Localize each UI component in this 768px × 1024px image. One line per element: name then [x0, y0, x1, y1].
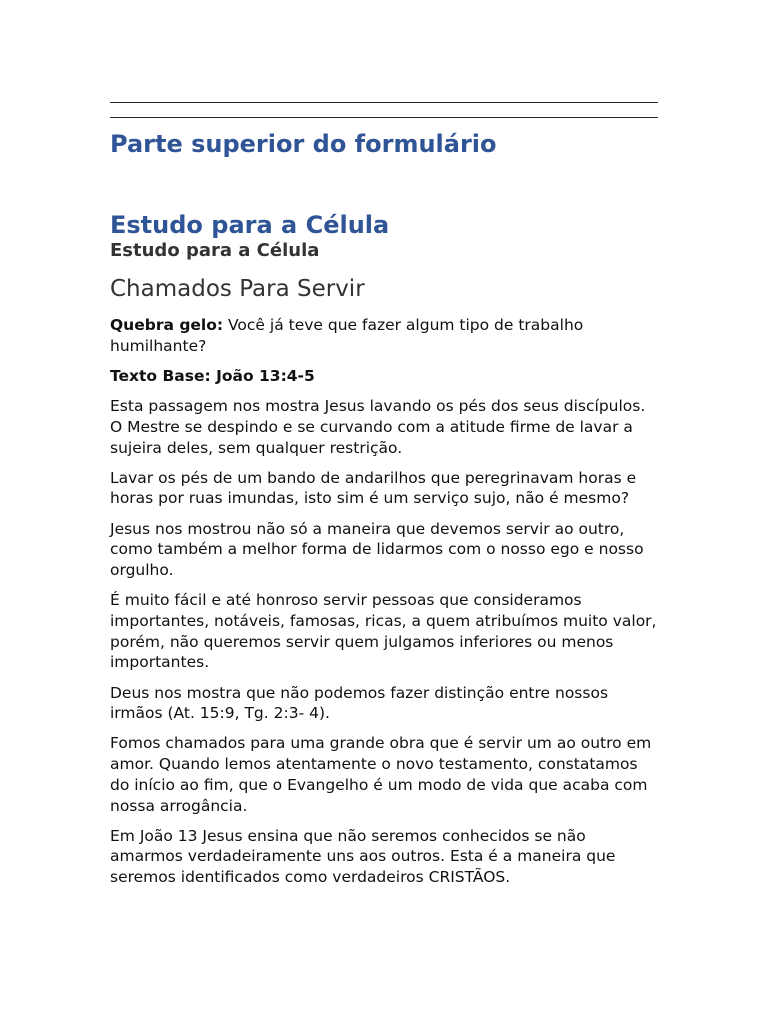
icebreaker-label: Quebra gelo: [110, 316, 224, 334]
body-paragraph: Deus nos mostra que não podemos fazer distinção entre nossos irmãos (At. 15:9, Tg. 2:3- 4). [110, 683, 609, 723]
body-paragraph: Em João 13 Jesus ensina que não seremos conhecidos se não amarmos verdadeiramente uns aos outros. Esta é a maneira que seremos identificados como verdadeiros CRISTÃOS. [110, 826, 616, 887]
body-paragraph: É muito fácil e até honroso servir pessoas que consideramos importantes, notáveis, famosas, ricas, a quem atribuímos muito valor, porém, não queremos servir quem julgamos inferiores ou menos importantes. [110, 591, 657, 672]
icebreaker-paragraph [110, 315, 658, 356]
sub-heading: Estudo para a Célula [110, 240, 320, 261]
form-top-rule [110, 102, 658, 103]
body-paragraph: Esta passagem nos mostra Jesus lavando os pés dos seus discípulos. O Mestre se despindo e se curvando com a atitude firme de lavar a sujeira deles, sem qualquer restrição. [110, 397, 646, 457]
base-text-label: Texto Base: João 13:4-5 [110, 366, 315, 385]
form-bottom-rule [110, 117, 658, 118]
document-page [110, 102, 658, 888]
icebreaker-text: Você já teve que fazer algum tipo de trabalho humilhante? [110, 316, 584, 355]
study-title: Chamados Para Servir [110, 276, 365, 302]
body-paragraph: Lavar os pés de um bando de andarilhos que peregrinavam horas e horas por ruas imundas, isto sim é um serviço sujo, não é mesmo? [110, 468, 637, 508]
form-header: Parte superior do formulário [110, 130, 497, 158]
body-paragraph: Jesus nos mostrou não só a maneira que devemos servir ao outro, como também a melhor forma de lidarmos com o nosso ego e nosso orgulho. [110, 519, 644, 580]
main-heading: Estudo para a Célula [110, 211, 390, 239]
base-text [110, 366, 658, 387]
body-paragraph: Fomos chamados para uma grande obra que é servir um ao outro em amor. Quando lemos atentamente o novo testamento, constatamos do início ao fim, que o Evangelho é um modo de vida que acaba com nossa arrogância. [110, 734, 652, 815]
